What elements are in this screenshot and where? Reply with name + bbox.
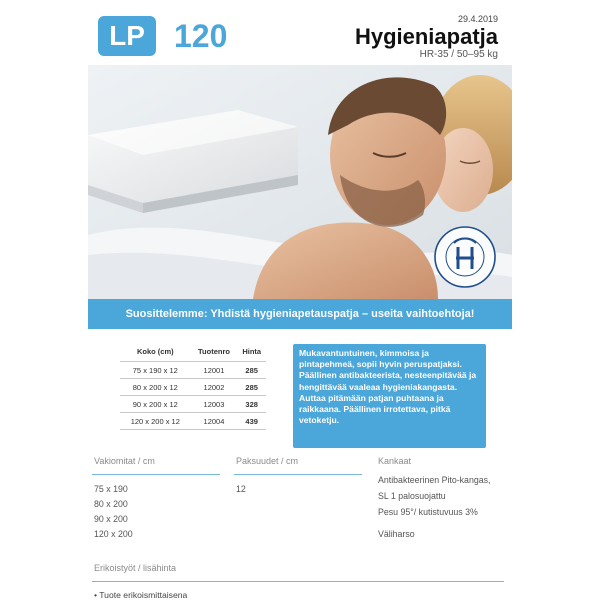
list-item: 75 x 190 [94, 484, 128, 494]
model-number: 120 [174, 18, 228, 54]
list-item: SL 1 palosuojattu [378, 491, 446, 501]
fabric-list [378, 472, 490, 542]
table-header-row [120, 342, 266, 362]
column-header: Tuotenro [198, 347, 230, 356]
product-number-cell: 12001 [191, 362, 238, 379]
product-photo [88, 65, 512, 299]
product-spec: HR-35 / 50–95 kg [419, 49, 498, 60]
size-cell: 90 x 200 x 12 [120, 396, 191, 413]
list-item: 12 [236, 484, 246, 494]
document-date: 29.4.2019 [457, 14, 498, 24]
size-cell: 120 x 200 x 12 [120, 413, 191, 430]
extras-heading: Erikoistyöt / lisähinta [94, 563, 177, 573]
table-row [120, 413, 266, 430]
list-item: Pesu 95°/ kutistuvuus 3% [378, 507, 478, 517]
list-item: 90 x 200 [94, 514, 128, 524]
list-item: • Tuote erikoismittaisena [94, 590, 188, 600]
size-price-table [120, 342, 266, 430]
photo-illustration [88, 65, 512, 299]
product-title: Hygieniapatja [354, 24, 498, 49]
sizes-heading: Vakiomitat / cm [94, 456, 155, 466]
sizes-list [94, 482, 133, 542]
divider [92, 474, 220, 475]
product-number-cell: 12003 [191, 396, 238, 413]
product-description: Mukavantuntuinen, kimmoisa ja pintapehmeä, sopii hyvin peruspatjaksi. Päällinen antibakteerista, nesteenpitävää ja hengittävää vaaleaa hygieniakangasta. Auttaa pitämään patjan puhtaana ja raikkaana. Päällinen irrotettava, pitkä vetoketju. [293, 344, 486, 448]
price-cell: 439 [237, 413, 266, 430]
thickness-heading: Paksuudet / cm [236, 456, 299, 466]
quality-seal-icon [435, 227, 495, 287]
list-item: 80 x 200 [94, 499, 128, 509]
table-row [120, 379, 266, 396]
product-number-cell: 12004 [191, 413, 238, 430]
product-sheet [88, 12, 512, 600]
table-row [120, 396, 266, 413]
fabric-heading: Kankaat [378, 456, 412, 466]
product-number-cell: 12002 [191, 379, 238, 396]
divider [234, 474, 362, 475]
extra-item-label: Tuote erikoismittaisena [99, 590, 188, 600]
list-item: Väliharso [378, 529, 415, 539]
recommendation-banner: Suosittelemme: Yhdistä hygieniapetauspatja – useita vaihtoehtoja! [88, 299, 512, 329]
column-header: Hinta [242, 347, 262, 356]
table-row [120, 362, 266, 379]
price-cell: 328 [237, 396, 266, 413]
divider [92, 581, 504, 582]
thickness-list [236, 482, 246, 497]
price-cell: 285 [237, 362, 266, 379]
size-cell: 75 x 190 x 12 [120, 362, 191, 379]
price-cell: 285 [237, 379, 266, 396]
size-cell: 80 x 200 x 12 [120, 379, 191, 396]
brand-badge: LP [98, 16, 156, 56]
column-header: Koko (cm) [136, 347, 174, 356]
list-item: Antibakteerinen Pito-kangas, [378, 475, 491, 485]
list-item: 120 x 200 [94, 529, 133, 539]
